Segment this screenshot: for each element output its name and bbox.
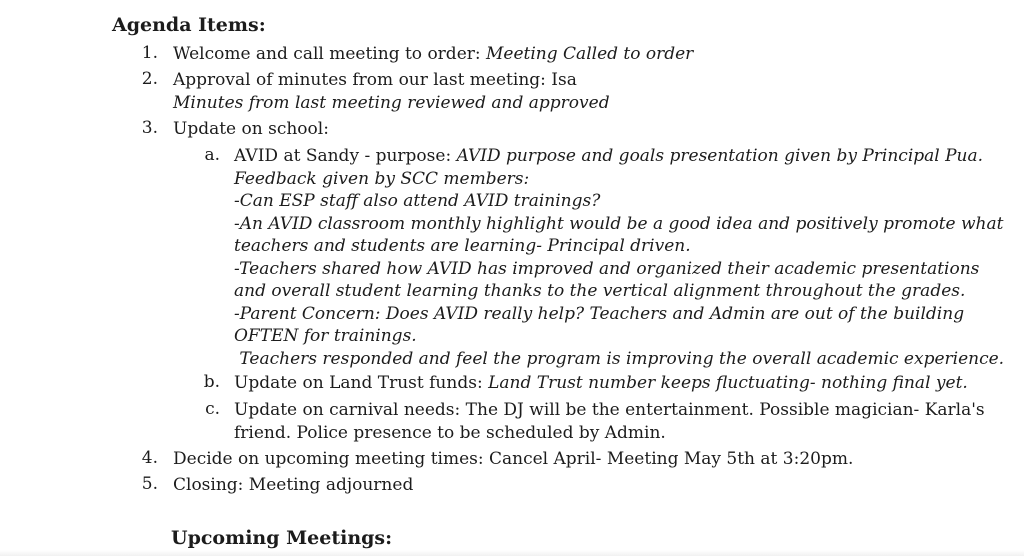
- item-1-note: Meeting Called to order: [486, 44, 694, 64]
- item-1-label: Welcome and call meeting to order:: [173, 44, 487, 64]
- item-2-label: Approval of minutes from our last meeting: Isa: [173, 70, 577, 90]
- subitem-a-note-line: teachers and students are learning- Principal driven.: [234, 236, 691, 256]
- subitem-a-note-line: -Can ESP staff also attend AVID trainings?: [234, 191, 601, 211]
- agenda-item-2: [173, 69, 610, 114]
- subitem-a: [234, 145, 1004, 370]
- item-5-label: Closing: Meeting adjourned: [173, 475, 414, 495]
- subitem-c-label-line: friend. Police presence to be scheduled by Admin.: [234, 422, 666, 443]
- subitem-c: [234, 399, 985, 444]
- subitem-c-label-line: Update on carnival needs: The DJ will be the entertainment. Possible magician- Karla's: [234, 400, 985, 420]
- upcoming-meetings-heading: Upcoming Meetings:: [171, 527, 393, 549]
- item-4-number: 4.: [141, 448, 158, 468]
- item-3-number: 3.: [141, 118, 158, 138]
- subitem-c-letter: c.: [205, 399, 220, 419]
- item-2-note: Minutes from last meeting reviewed and approved: [173, 92, 610, 113]
- subitem-b-label: Update on Land Trust funds:: [234, 373, 489, 393]
- item-1-number: 1.: [141, 43, 158, 63]
- subitem-a-label: AVID at Sandy - purpose:: [234, 146, 457, 166]
- subitem-b-note: Land Trust number keeps fluctuating- nothing final yet.: [488, 373, 968, 393]
- agenda-item-1: [173, 43, 693, 66]
- subitem-a-note-line: -An AVID classroom monthly highlight would be a good idea and positively promote what: [234, 213, 1004, 234]
- subitem-b-letter: b.: [203, 372, 220, 392]
- item-4-label: Decide on upcoming meeting times: Cancel April- Meeting May 5th at 3:20pm.: [173, 449, 854, 469]
- item-2-number: 2.: [141, 69, 158, 89]
- subitem-a-letter: a.: [204, 145, 220, 165]
- subitem-a-note-line: -Teachers shared how AVID has improved and organized their academic presentations: [234, 258, 980, 279]
- subitem-a-note-line: -Parent Concern: Does AVID really help? Teachers and Admin are out of the building: [234, 303, 965, 324]
- agenda-heading: Agenda Items:: [112, 14, 266, 36]
- item-5-number: 5.: [141, 474, 158, 494]
- subitem-a-note-line: AVID purpose and goals presentation given by Principal Pua.: [456, 146, 984, 166]
- subitem-a-note-line: Feedback given by SCC members:: [234, 168, 530, 189]
- subitem-a-note-line: OFTEN for trainings.: [234, 326, 417, 346]
- subitem-b: [234, 372, 968, 395]
- subitem-a-note-line: Teachers responded and feel the program is improving the overall academic experience.: [234, 348, 1005, 369]
- page-bottom-shade: [0, 550, 1024, 556]
- item-3-label: Update on school:: [173, 119, 329, 139]
- subitem-a-note-line: and overall student learning thanks to the vertical alignment throughout the grades.: [234, 281, 966, 301]
